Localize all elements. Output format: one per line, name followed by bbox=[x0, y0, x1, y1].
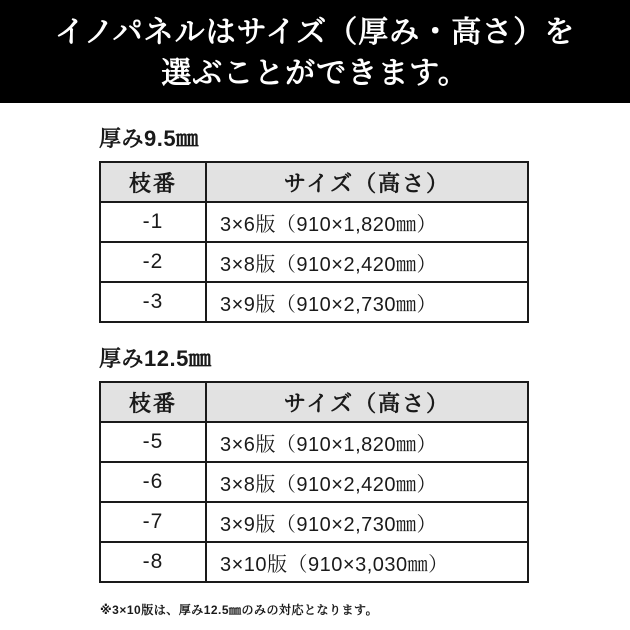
size-cell: 3×10版（910×3,030㎜） bbox=[206, 542, 528, 582]
table-header-row bbox=[100, 162, 528, 202]
section-heading-thickness-12-5mm: 厚み12.5㎜ bbox=[99, 346, 212, 371]
content-area bbox=[0, 127, 529, 618]
table-row bbox=[100, 502, 528, 542]
branch-number-cell: -7 bbox=[100, 502, 206, 542]
table-row bbox=[100, 422, 528, 462]
size-cell: 3×6版（910×1,820㎜） bbox=[206, 422, 528, 462]
column-header-size-height: サイズ（高さ） bbox=[206, 162, 528, 202]
table-row bbox=[100, 542, 528, 582]
size-cell: 3×8版（910×2,420㎜） bbox=[206, 462, 528, 502]
table-header-row bbox=[100, 382, 528, 422]
table-row bbox=[100, 242, 528, 282]
branch-number-cell: -2 bbox=[100, 242, 206, 282]
title-banner bbox=[0, 0, 630, 103]
footnote-3x10-restriction: ※3×10版は、厚み12.5㎜のみの対応となります。 bbox=[100, 603, 379, 617]
size-table-9-5mm bbox=[99, 161, 529, 323]
column-header-branch-number: 枝番 bbox=[100, 162, 206, 202]
size-table-12-5mm bbox=[99, 381, 529, 583]
size-cell: 3×9版（910×2,730㎜） bbox=[206, 282, 528, 322]
branch-number-cell: -5 bbox=[100, 422, 206, 462]
branch-number-cell: -6 bbox=[100, 462, 206, 502]
size-cell: 3×8版（910×2,420㎜） bbox=[206, 242, 528, 282]
table-row bbox=[100, 202, 528, 242]
branch-number-cell: -3 bbox=[100, 282, 206, 322]
title-line-1: イノパネルはサイズ（厚み・高さ）を bbox=[54, 15, 576, 49]
column-header-branch-number: 枝番 bbox=[100, 382, 206, 422]
branch-number-cell: -1 bbox=[100, 202, 206, 242]
title-line-2: 選ぶことができます。 bbox=[161, 56, 469, 90]
section-heading-thickness-9-5mm: 厚み9.5㎜ bbox=[99, 126, 199, 151]
table-row bbox=[100, 282, 528, 322]
branch-number-cell: -8 bbox=[100, 542, 206, 582]
table-row bbox=[100, 462, 528, 502]
column-header-size-height: サイズ（高さ） bbox=[206, 382, 528, 422]
size-cell: 3×9版（910×2,730㎜） bbox=[206, 502, 528, 542]
size-cell: 3×6版（910×1,820㎜） bbox=[206, 202, 528, 242]
